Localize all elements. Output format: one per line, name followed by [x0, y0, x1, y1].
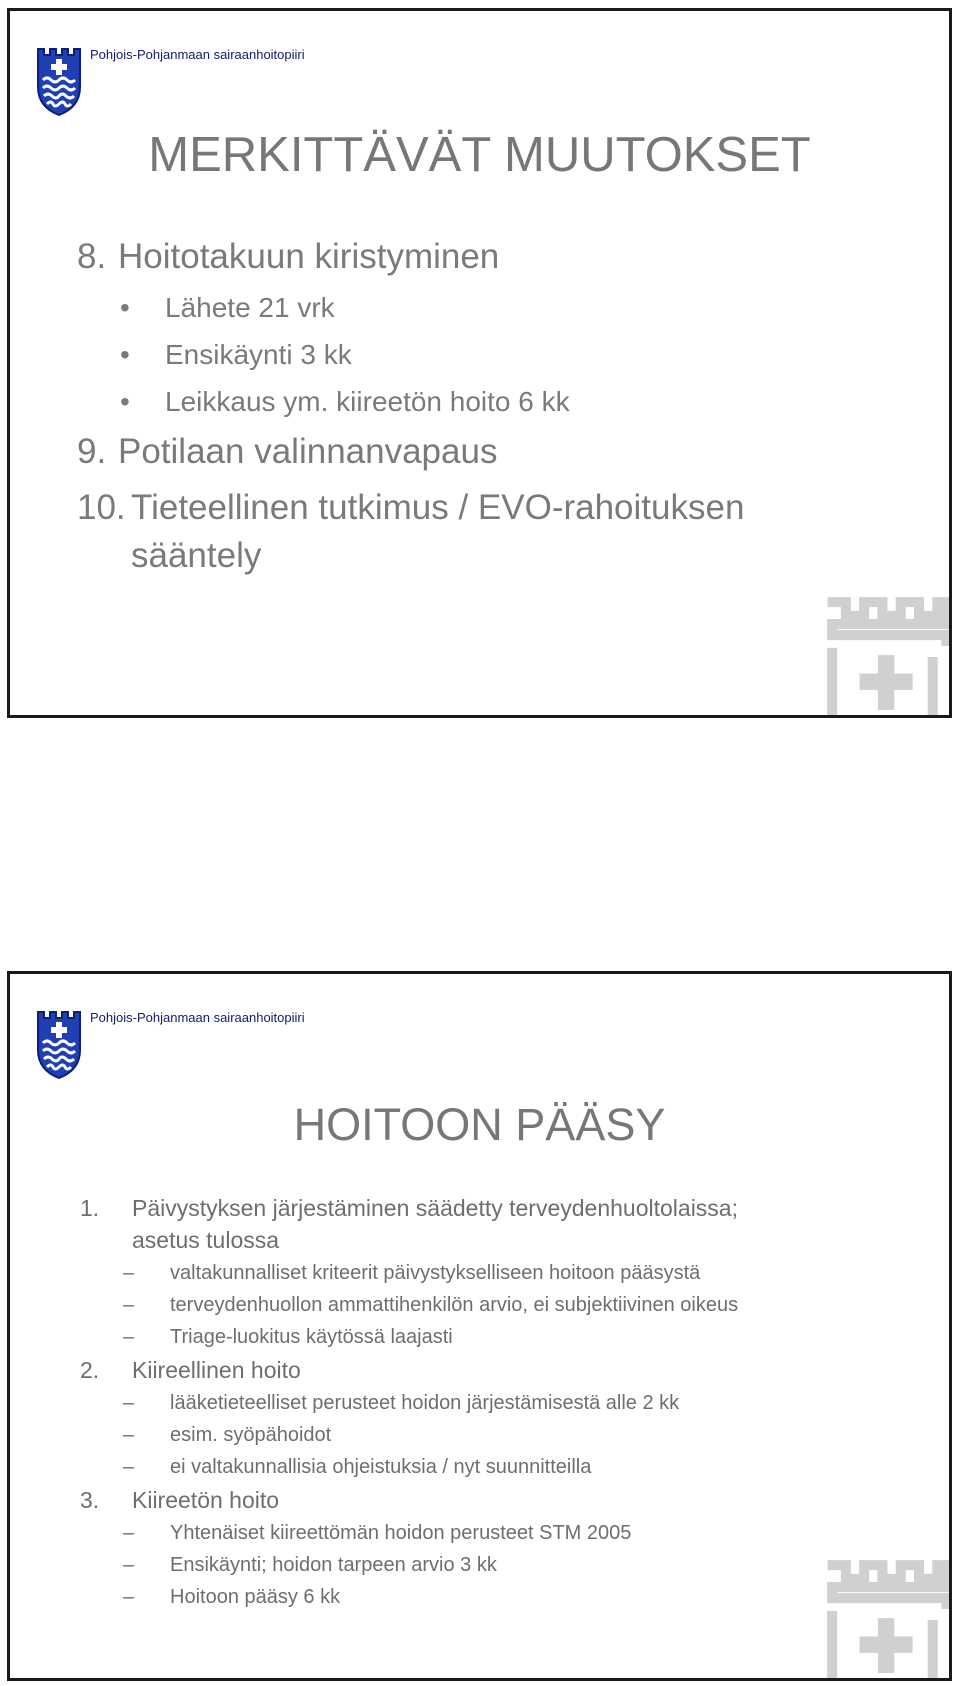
list-item: 1. Päivystyksen järjestäminen säädetty terveydenhuoltolaissa; [80, 1195, 738, 1221]
dash-item: – lääketieteelliset perusteet hoidon järjestämisestä alle 2 kk [123, 1392, 680, 1414]
dash-icon: – [123, 1392, 135, 1414]
dash-icon: – [123, 1456, 135, 1478]
dash-icon: – [123, 1554, 135, 1576]
dash-item: – Ensikäynti; hoidon tarpeen arvio 3 kk [123, 1554, 497, 1576]
dash-icon: – [123, 1586, 135, 1608]
dash-item: – Hoitoon pääsy 6 kk [123, 1586, 341, 1608]
dash-icon: – [123, 1522, 135, 1544]
bullet-icon: • [120, 339, 130, 370]
bullet-item: • Ensikäynti 3 kk [120, 339, 352, 370]
bullet-icon: • [120, 386, 130, 417]
list-item: 2. Kiireellinen hoito [80, 1357, 301, 1383]
organization-name: Pohjois-Pohjanmaan sairaanhoitopiiri [90, 47, 305, 62]
dash-item: – Triage-luokitus käytössä laajasti [123, 1326, 453, 1348]
bullet-item: • Leikkaus ym. kiireetön hoito 6 kk [120, 386, 570, 417]
dash-item: – ei valtakunnallisia ohjeistuksia / nyt suunnitteilla [123, 1456, 592, 1478]
dash-icon: – [123, 1294, 135, 1316]
slide-title: HOITOON PÄÄSY [293, 1099, 666, 1150]
list-item-continuation: sääntely [131, 536, 262, 575]
list-item: 8. Hoitotakuun kiristyminen [77, 237, 500, 276]
shield-logo-icon [32, 47, 86, 117]
list-item: 9. Potilaan valinnanvapaus [77, 432, 498, 471]
dash-item: – terveydenhuollon ammattihenkilön arvio, ei subjektiivinen oikeus [123, 1294, 739, 1316]
list-item: 3. Kiireetön hoito [80, 1487, 280, 1513]
watermark-icon [821, 1556, 952, 1681]
bullet-icon: • [120, 292, 130, 323]
slide-2 [7, 971, 952, 1681]
dash-icon: – [123, 1326, 135, 1348]
list-item-continuation: asetus tulossa [132, 1227, 280, 1253]
organization-name: Pohjois-Pohjanmaan sairaanhoitopiiri [90, 1010, 305, 1025]
slide-1 [7, 8, 952, 718]
dash-item: – valtakunnalliset kriteerit päivystykselliseen hoitoon pääsystä [123, 1262, 701, 1284]
dash-icon: – [123, 1262, 135, 1284]
shield-logo-icon [32, 1010, 86, 1080]
slide-title: MERKITTÄVÄT MUUTOKSET [148, 128, 811, 182]
watermark-icon [821, 593, 952, 718]
bullet-item: • Lähete 21 vrk [120, 292, 335, 323]
dash-icon: – [123, 1424, 135, 1446]
dash-item: – esim. syöpähoidot [123, 1424, 332, 1446]
list-item: 10. Tieteellinen tutkimus / EVO-rahoituksen [77, 488, 745, 527]
dash-item: – Yhtenäiset kiireettömän hoidon perusteet STM 2005 [123, 1522, 632, 1544]
